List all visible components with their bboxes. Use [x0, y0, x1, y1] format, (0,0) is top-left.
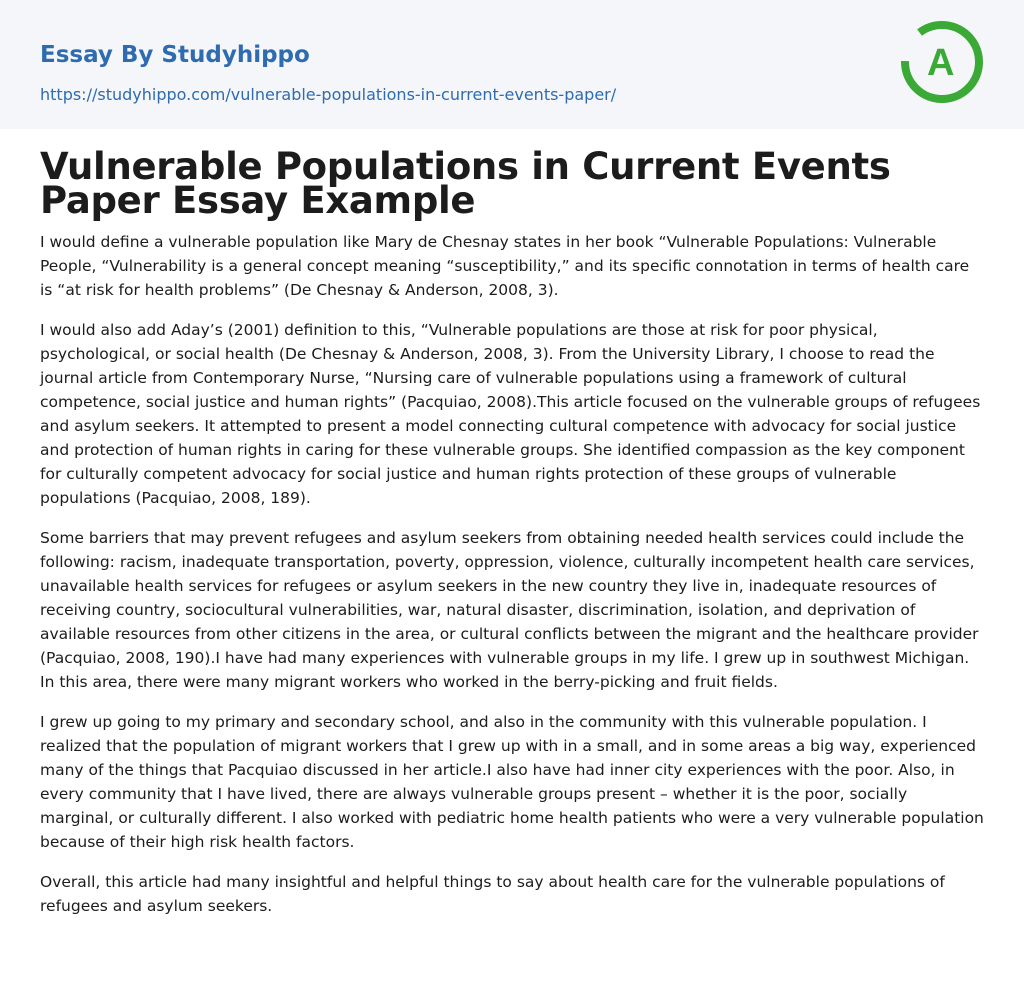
studyhippo-logo-icon[interactable]	[900, 20, 984, 104]
paragraph-5: Overall, this article had many insightful and helpful things to say about health care for the vulnerable populations of refugees and asylum seekers.	[40, 873, 945, 915]
paragraph-3: Some barriers that may prevent refugees and asylum seekers from obtaining needed health services could include the following: racism, inadequate transportation, poverty, oppression, violence, culturally incompetent health care services, unavailable health services for refugees or asylum seekers in the new country they live in, inadequate resources of receiving country, sociocultural vulnerabilities, war, natural disaster, discrimination, isolation, and deprivation of available resources from other citizens in the area, or cultural conflicts between the migrant and the healthcare provider (Pacquiao, 2008, 190).I have had many experiences with vulnerable groups in my life. I grew up in southwest Michigan. In this area, there were many migrant workers who worked in the berry-picking and fruit fields.	[40, 529, 979, 691]
article-body	[0, 129, 1024, 918]
paragraph-2: I would also add Aday’s (2001) definition to this, “Vulnerable populations are those at risk for poor physical, psychological, or social health (De Chesnay & Anderson, 2008, 3). From the University Library, I choose to read the journal article from Contemporary Nurse, “Nursing care of vulnerable populations using a framework of cultural competence, social justice and human rights” (Pacquiao, 2008).This article focused on the vulnerable groups of refugees and asylum seekers. It attempted to present a model connecting cultural competence with advocacy for social justice and protection of human rights in caring for these vulnerable groups. She identified compassion as the key component for culturally competent advocacy for social justice and human rights protection of these groups of vulnerable populations (Pacquiao, 2008, 189).	[40, 321, 981, 507]
source-url-link[interactable]: https://studyhippo.com/vulnerable-populations-in-current-events-paper/	[40, 85, 617, 104]
paragraph-1: I would define a vulnerable population like Mary de Chesnay states in her book “Vulnerable Populations: Vulnerable People, “Vulnerability is a general concept meaning “susceptibility,” and its specific connotation in terms of health care is “at risk for health problems” (De Chesnay & Anderson, 2008, 3).	[40, 233, 970, 299]
paragraph-4: I grew up going to my primary and secondary school, and also in the community with this vulnerable population. I realized that the population of migrant workers that I grew up with in a small, and in some areas a big way, experienced many of the things that Pacquiao discussed in her article.I also have had inner city experiences with the poor. Also, in every community that I have lived, there are always vulnerable groups present – whether it is the poor, socially marginal, or culturally different. I also worked with pediatric home health patients who were a very vulnerable population because of their high risk health factors.	[40, 713, 984, 851]
site-header	[0, 0, 1024, 129]
site-brand[interactable]: Essay By Studyhippo	[40, 42, 310, 68]
page-title: Vulnerable Populations in Current Events Paper Essay Example	[40, 145, 891, 222]
logo-letter: A	[927, 42, 955, 84]
